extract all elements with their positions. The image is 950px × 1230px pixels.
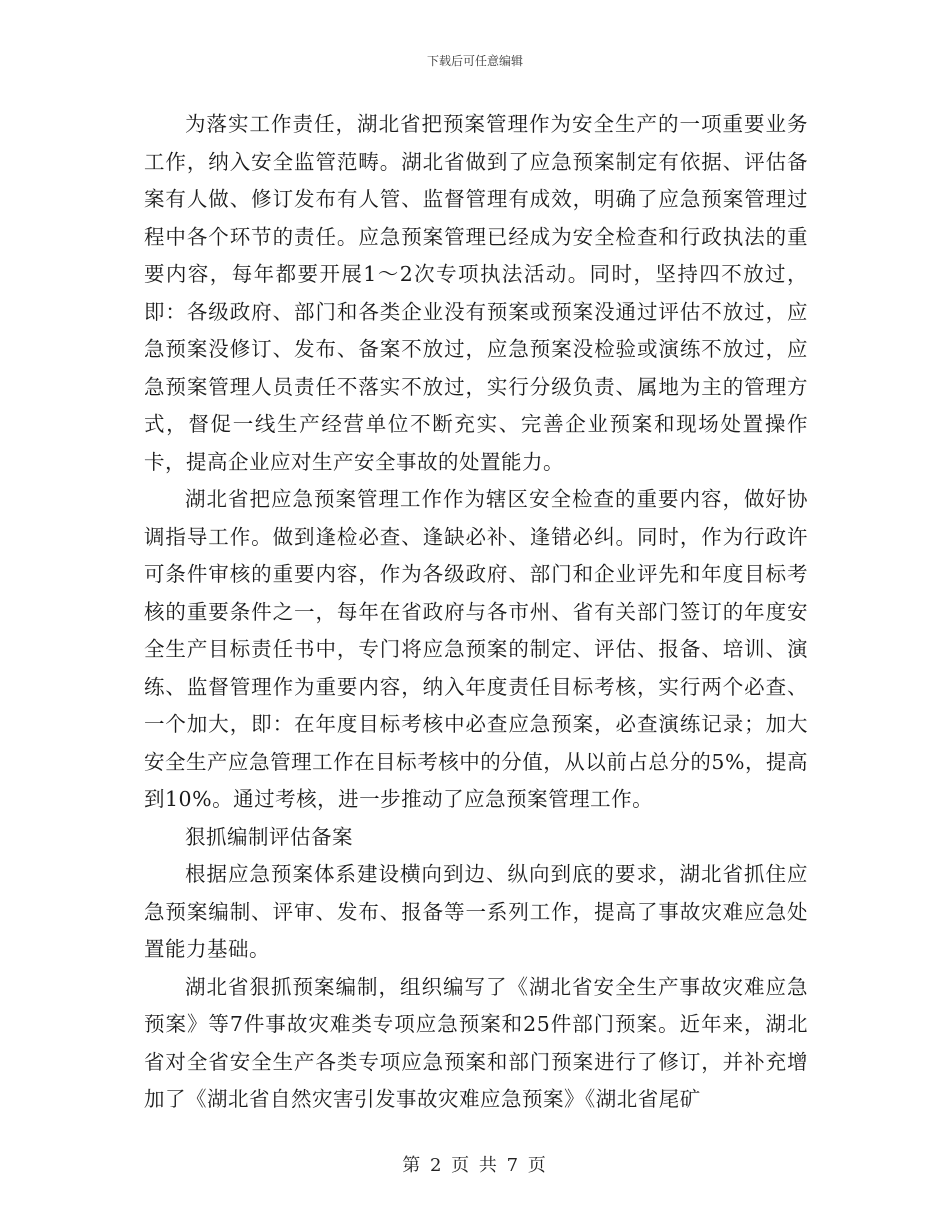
page-header: 下载后可任意编辑 [426, 54, 523, 68]
section-heading: 狠抓编制评估备案 [185, 824, 353, 849]
paragraph-inspection: 湖北省把应急预案管理工作作为辖区安全检查的重要内容，做好协调指导工作。做到逢检必查、逢缺必补、逢错必纠。同时，作为行政许可条件审核的重要内容，作为各级政府、部门和企业评先和年度目标考核的重要条件之一，每年在省政府与各市州、省有关部门签订的年度安全生产目标责任书中，专门将应急预案的制定、评估、报备、培训、演练、监督管理作为重要内容，纳入年度责任目标考核，实行两个必查、一个加大，即：在年度目标考核中必查应急预案，必查演练记录；加大安全生产应急管理工作在目标考核中的分值，从以前占总分的5%，提高到10%。通过考核，进一步推动了应急预案管理工作。 [144, 487, 808, 811]
document-body [144, 106, 808, 1119]
paragraph-plan-compilation: 湖北省狠抓预案编制，组织编写了《湖北省安全生产事故灾难应急预案》等7件事故灾难类专项应急预案和25件部门预案。近年来，湖北省对全省安全生产各类专项应急预案和部门预案进行了修订，并补充增加了《湖北省自然灾害引发事故灾难应急预案》《湖北省尾矿 [144, 974, 808, 1111]
paragraph-system-building: 根据应急预案体系建设横向到边、纵向到底的要求，湖北省抓住应急预案编制、评审、发布、报备等一系列工作，提高了事故灾难应急处置能力基础。 [144, 862, 808, 961]
paragraph-responsibility: 为落实工作责任，湖北省把预案管理作为安全生产的一项重要业务工作，纳入安全监管范畴。湖北省做到了应急预案制定有依据、评估备案有人做、修订发布有人管、监督管理有成效，明确了应急预案管理过程中各个环节的责任。应急预案管理已经成为安全检查和行政执法的重要内容，每年都要开展1～2次专项执法活动。同时，坚持四不放过，即：各级政府、部门和各类企业没有预案或预案没通过评估不放过，应急预案没修订、发布、备案不放过，应急预案没检验或演练不放过，应急预案管理人员责任不落实不放过，实行分级负责、属地为主的管理方式，督促一线生产经营单位不断充实、完善企业预案和现场处置操作卡，提高企业应对生产安全事故的处置能力。 [144, 112, 808, 474]
page-number: 第 2 页 共 7 页 [402, 1155, 548, 1176]
